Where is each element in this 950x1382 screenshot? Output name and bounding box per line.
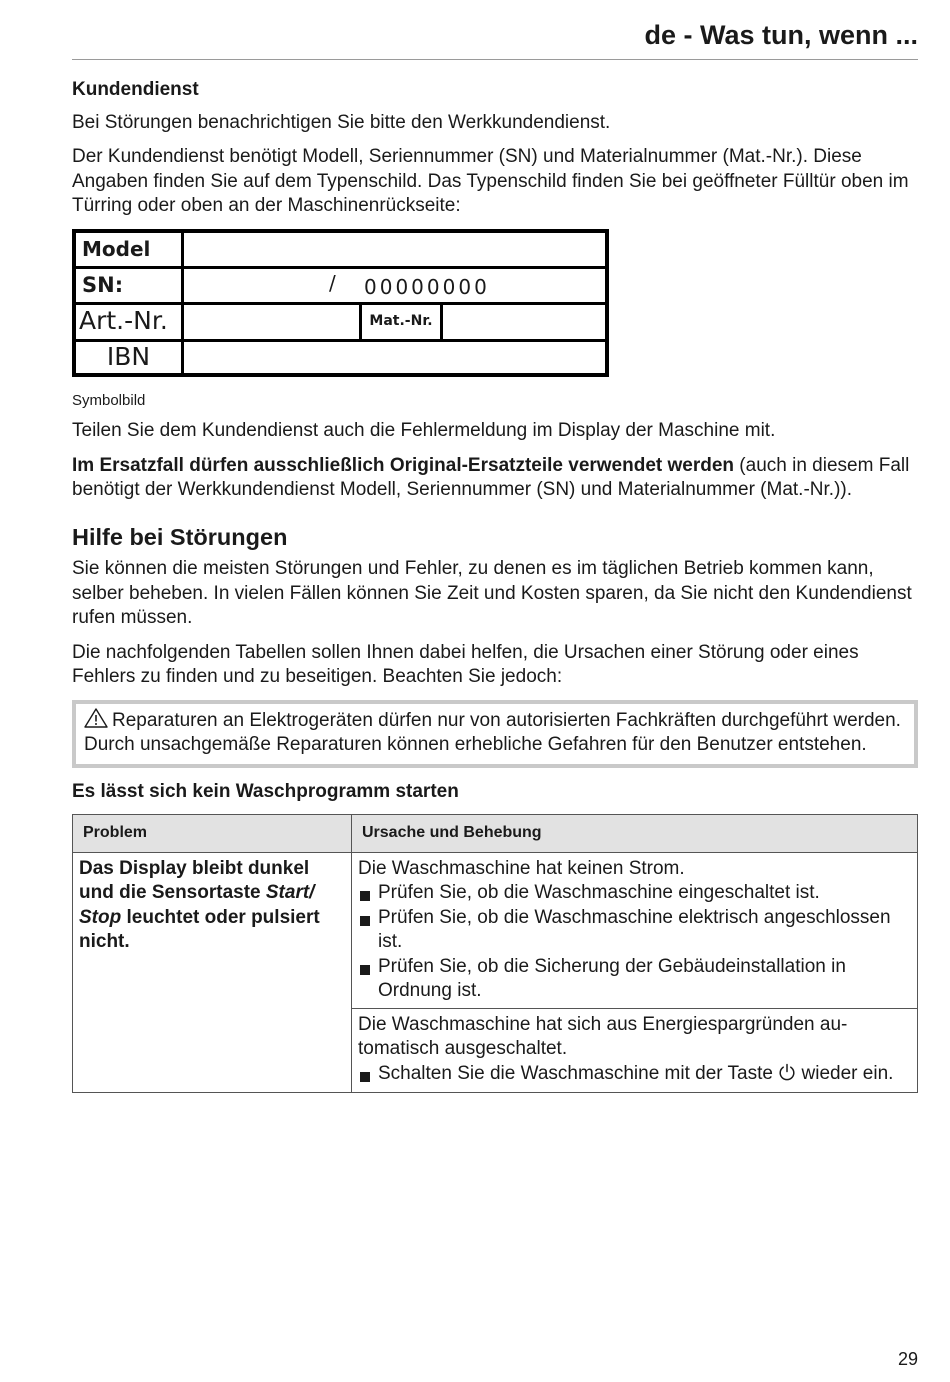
- page-content: [72, 78, 918, 1093]
- warning-box: [72, 700, 918, 768]
- typeplate-label-sn: SN:: [76, 269, 184, 302]
- cause-cell-auto-off: [352, 1008, 918, 1093]
- typeplate-image: [72, 229, 609, 377]
- customer-service-paragraph-4: [72, 454, 918, 503]
- typeplate-sn-digits: 00000000: [364, 274, 490, 299]
- cause-no-power-list: [358, 881, 911, 1004]
- help-paragraph-1: Sie können die meisten Störungen und Fehler, zu denen es im täglichen Betrieb kommen kann, selber beheben. In vielen Fällen können Sie Zeit und Kosten sparen, da Sie nicht den Kundendienst rufen müssen.: [72, 558, 912, 628]
- spare-parts-rest-text: (auch in diesem Fall benötigt der Werkkundendienst Modell, Seriennummer (SN) und Materialnummer (Mat.-Nr.)).: [72, 454, 910, 500]
- page-header: [72, 18, 918, 60]
- problem-text-2: leuchtet oder pulsiert nicht.: [79, 906, 320, 952]
- problem-cell: [73, 852, 352, 1093]
- warning-text: Reparaturen an Elektrogeräten dürfen nur von autorisierten Fachkräften durchgeführt werden. Durch unsachgemäße Reparaturen können erhebliche Gefahren für den Benutzer entstehen.: [84, 709, 901, 755]
- table-row: [73, 852, 918, 1008]
- page-title: de - Was tun, wenn ...: [644, 20, 918, 50]
- spare-parts-bold-text: Im Ersatzfall dürfen ausschließlich Original-Ersatzteile verwendet werden: [72, 454, 735, 476]
- column-header-cause: Ursache und Behebung: [352, 815, 918, 853]
- typeplate-row-model: [76, 233, 605, 269]
- help-section-heading: Hilfe bei Störungen: [72, 523, 288, 550]
- list-item: [358, 1062, 911, 1087]
- customer-service-paragraph-1: Bei Störungen benachrichtigen Sie bitte den Werkkundendienst.: [72, 111, 611, 133]
- problem-text-1: Das Display bleibt dunkel und die Sensortaste: [79, 857, 310, 903]
- typeplate-label-ibn: IBN: [76, 342, 184, 373]
- start-stop-key-text: Start/ Stop: [79, 882, 315, 928]
- typeplate-mat-nr-box: Mat.-Nr.: [359, 305, 443, 339]
- cause-auto-off-intro: Die Waschmaschine hat sich aus Energiespargründen automatisch ausgeschaltet.: [358, 1013, 848, 1059]
- customer-service-heading: Kundendienst: [72, 79, 199, 100]
- column-header-problem: Problem: [73, 815, 352, 853]
- table-heading: Es lässt sich kein Waschprogramm starten: [72, 780, 459, 802]
- table-header-row: [73, 815, 918, 853]
- list-item: Prüfen Sie, ob die Sicherung der Gebäudeinstallation in Ordnung ist.: [358, 955, 911, 1004]
- cause-cell-no-power: [352, 852, 918, 1008]
- list-item: Prüfen Sie, ob die Waschmaschine elektrisch angeschlossen ist.: [358, 906, 911, 955]
- switch-on-text-2: wieder ein.: [796, 1062, 894, 1084]
- cause-no-power-intro: Die Waschmaschine hat keinen Strom.: [358, 857, 685, 879]
- cause-auto-off-list: [358, 1062, 911, 1087]
- page-number: 29: [897, 1349, 918, 1369]
- customer-service-paragraph-3: Teilen Sie dem Kundendienst auch die Fehlermeldung im Display der Maschine mit.: [72, 420, 776, 441]
- troubleshooting-table: [72, 814, 918, 1093]
- typeplate-row-artnr: [76, 305, 605, 342]
- warning-triangle-icon: [84, 708, 108, 728]
- customer-service-paragraph-2: Der Kundendienst benötigt Modell, Seriennummer (SN) und Materialnummer (Mat.-Nr.). Diese Angaben finden Sie auf dem Typenschild. Das Typenschild finden Sie bei geöffneter Fülltür oben im Türring oder oben an der Maschinenrückseite:: [72, 146, 909, 216]
- typeplate-sn-slash: /: [329, 270, 336, 295]
- typeplate-row-sn: [76, 269, 605, 305]
- help-paragraph-2: Die nachfolgenden Tabellen sollen Ihnen dabei helfen, die Ursachen einer Störung oder eines Fehlers zu finden und zu beseitigen. Beachten Sie jedoch:: [72, 641, 859, 687]
- power-icon: [778, 1063, 796, 1081]
- typeplate-label-artnr: Art.-Nr.: [76, 305, 184, 339]
- typeplate-row-ibn: [76, 342, 605, 373]
- switch-on-text-1: Schalten Sie die Waschmaschine mit der Taste: [378, 1062, 779, 1084]
- typeplate-label-model: Model: [76, 233, 184, 266]
- image-caption: Symbolbild: [72, 391, 146, 409]
- list-item: Prüfen Sie, ob die Waschmaschine eingeschaltet ist.: [358, 881, 911, 906]
